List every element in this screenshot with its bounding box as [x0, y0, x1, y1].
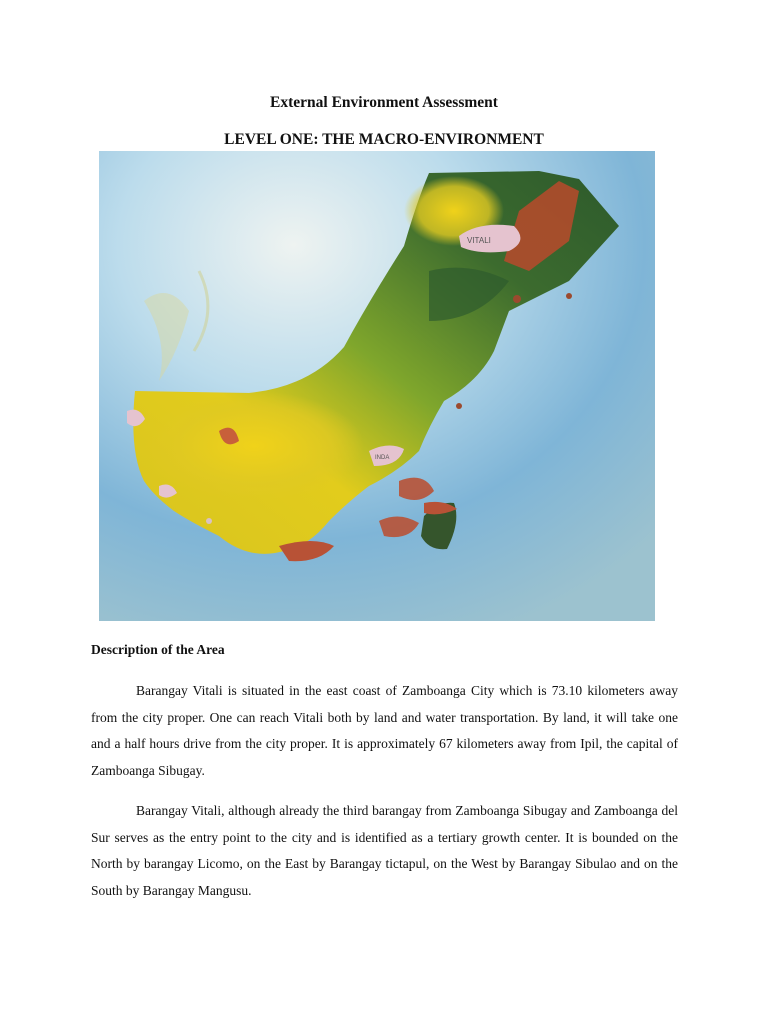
document-title: External Environment Assessment — [270, 94, 498, 111]
map-photo — [99, 151, 655, 621]
paragraph-location: Barangay Vitali is situated in the east coast of Zamboanga City which is 73.10 kilometers away from the city proper. One can reach Vitali both by land and water transportation. By land, it will take one and a half hours drive from the city proper. It is approximately 67 kilometers away from Ipil, the capital of Zamboanga Sibugay. — [91, 683, 678, 778]
section-heading: Description of the Area — [91, 642, 225, 657]
paragraph-boundaries: Barangay Vitali, although already the third barangay from Zamboanga Sibugay and Zamboanga del Sur serves as the entry point to the city and is identified as a tertiary growth center. It is bounded on the North by barangay Licomo, on the East by Barangay tictapul, on the West by Barangay Sibulao and on the South by Barangay Mangusu. — [91, 803, 678, 898]
map-label-vitali: VITALI — [467, 236, 491, 245]
map-label-inda: INDA — [375, 455, 390, 461]
document-subtitle: LEVEL ONE: THE MACRO-ENVIRONMENT — [224, 131, 544, 148]
